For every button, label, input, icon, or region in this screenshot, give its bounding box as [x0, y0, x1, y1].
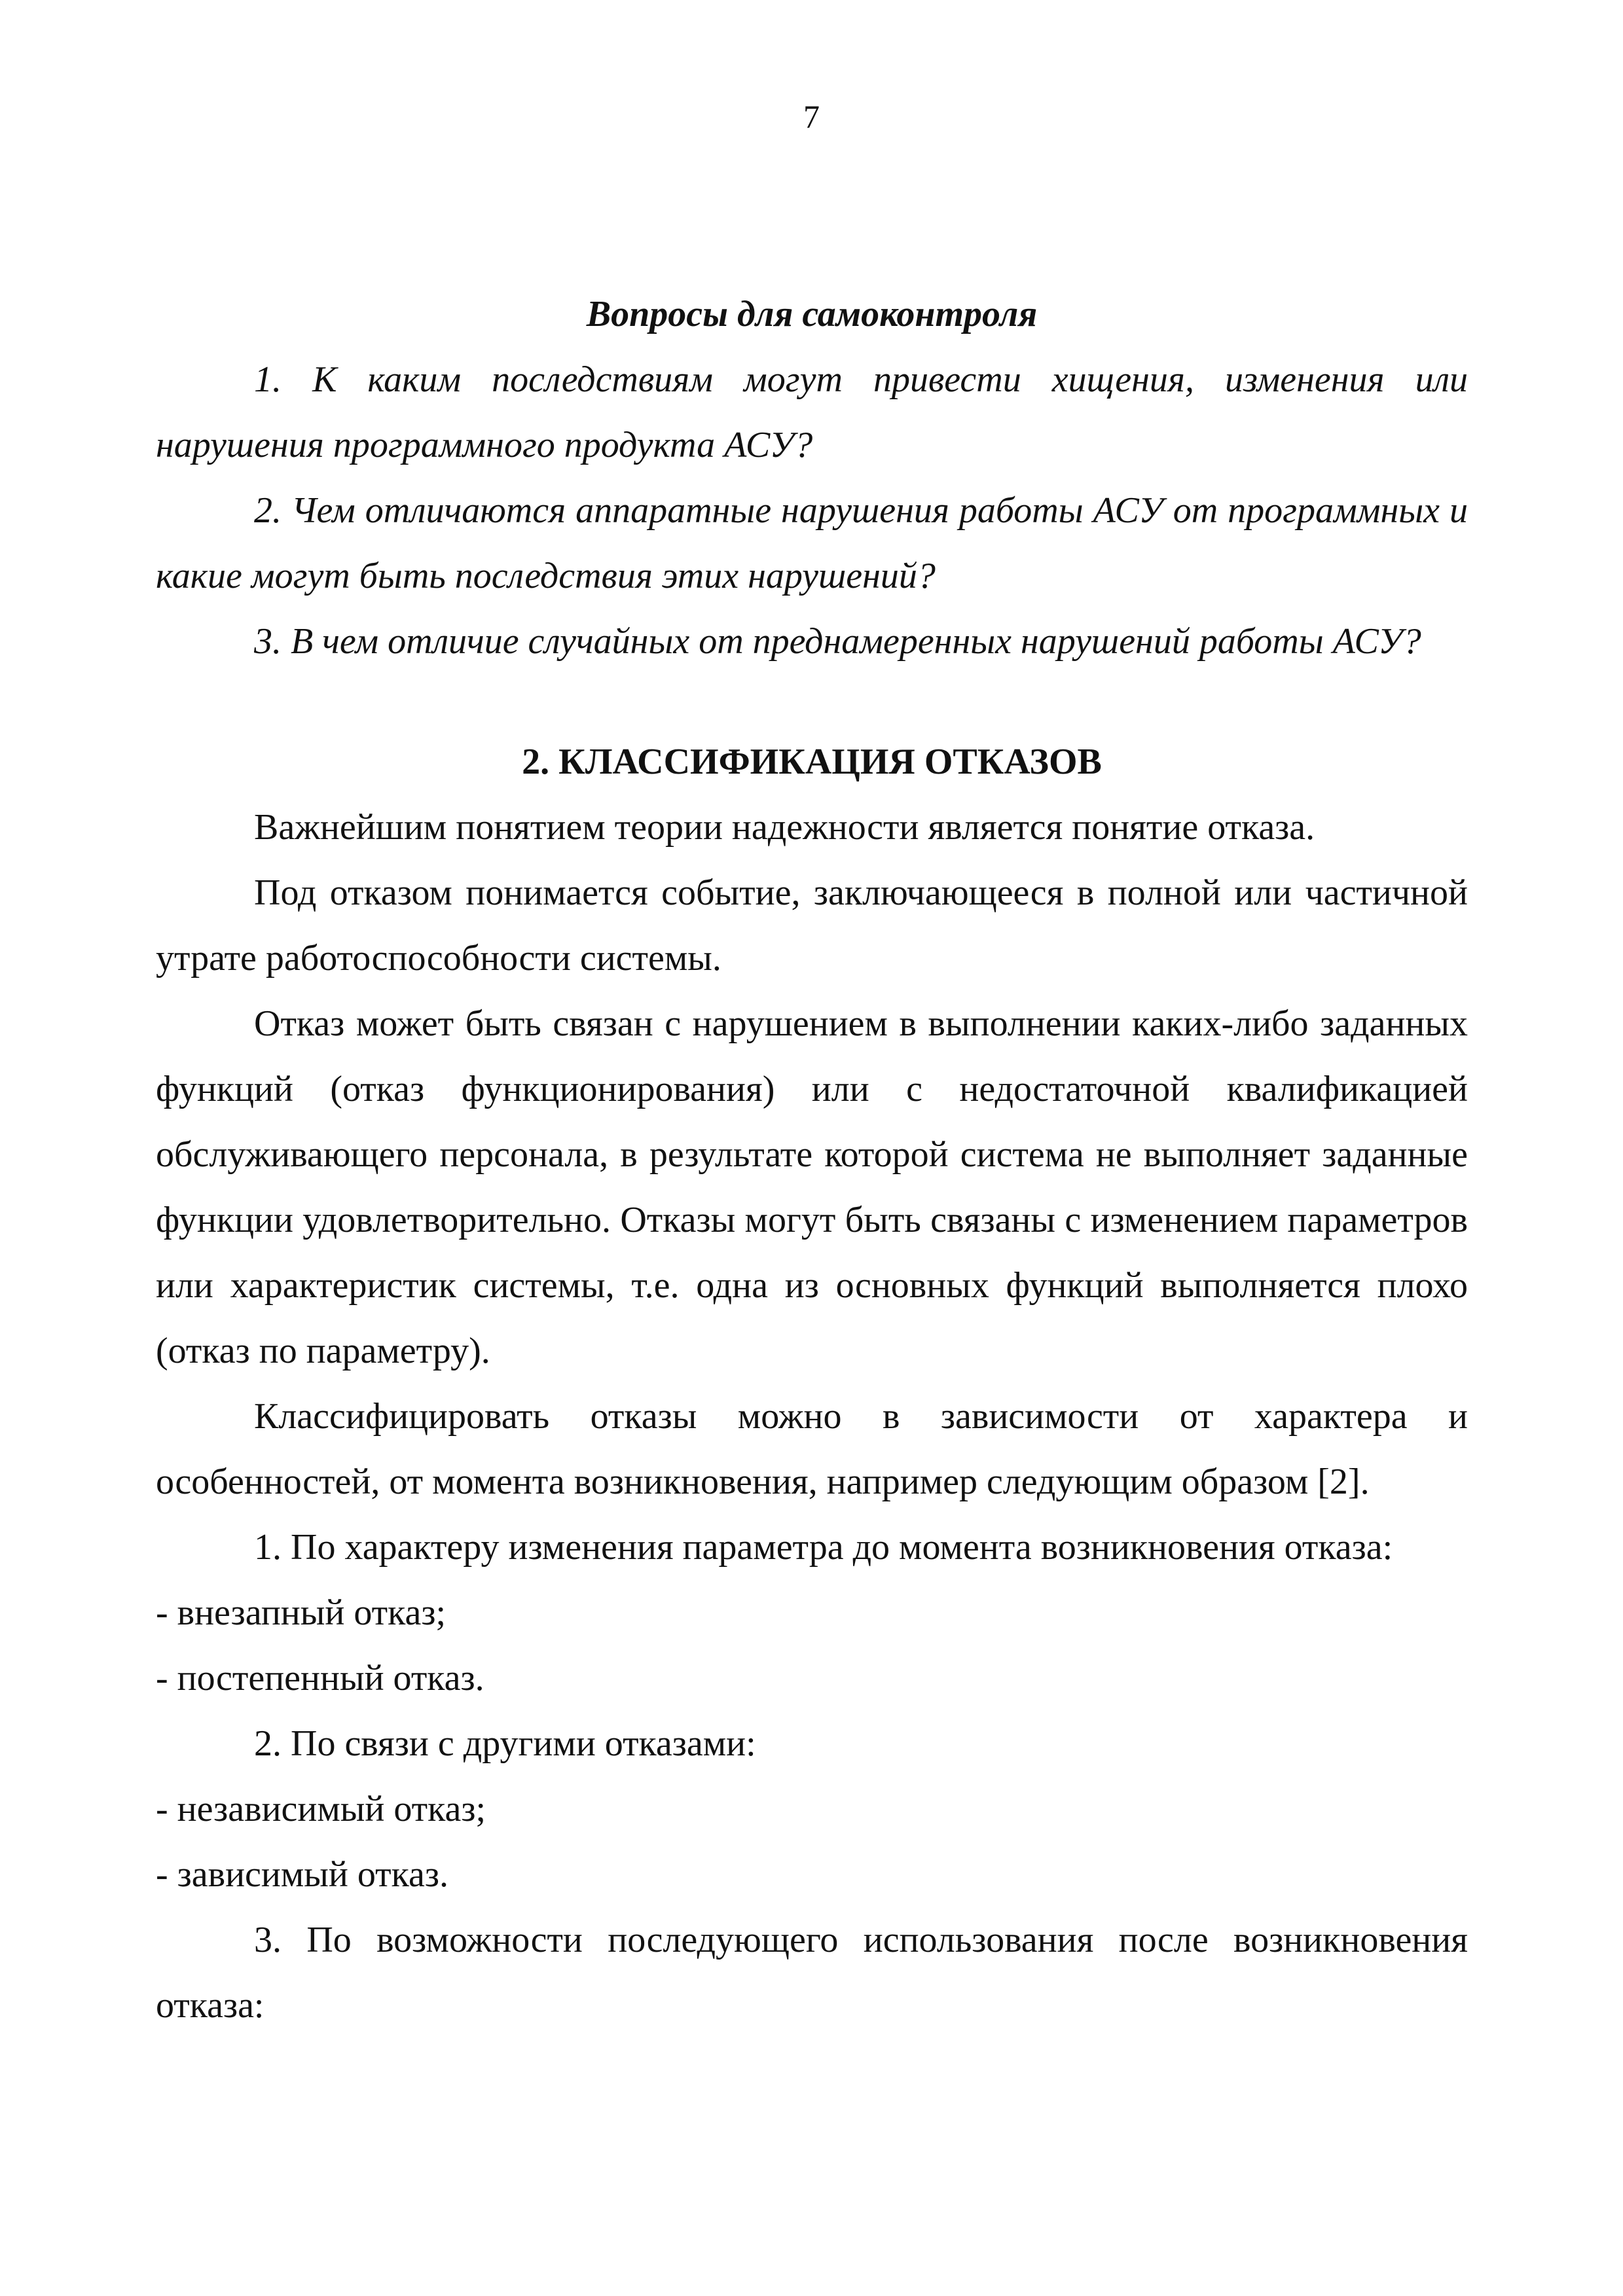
self-check-question-2: 2. Чем отличаются аппаратные нарушения работы АСУ от программных и какие могут быть последствия этих нарушений?: [156, 490, 1468, 596]
classification-heading-3: 3. По возможности последующего использования после возникновения отказа:: [156, 1920, 1468, 2026]
section-title: 2. КЛАССИФИКАЦИЯ ОТКАЗОВ: [522, 742, 1102, 782]
section-paragraph-1: Важнейшим понятием теории надежности является понятие отказа.: [254, 807, 1315, 848]
section-paragraph-2: Под отказом понимается событие, заключающееся в полной или частичной утрате работоспособности системы.: [156, 872, 1468, 978]
section-paragraph-4: Классифицировать отказы можно в зависимости от характера и особенностей, от момента возникновения, например следующим образом [2].: [156, 1396, 1468, 1502]
classification-item-2-1: - независимый отказ;: [156, 1789, 486, 1829]
classification-item-2-2: - зависимый отказ.: [156, 1854, 448, 1895]
self-check-title: Вопросы для самоконтроля: [586, 294, 1038, 334]
page-number: 7: [803, 98, 820, 135]
section-paragraph-3: Отказ может быть связан с нарушением в выполнении каких-либо заданных функций (отказ функционирования) или с недостаточной квалификацией обслуживающего персонала, в результате которой система не выполняет заданные функции удовлетворительно. Отказы могут быть связаны с изменением параметров или характеристик системы, т.е. одна из основных функций выполняется плохо (отказ по параметру).: [156, 1003, 1468, 1371]
self-check-question-1: 1. К каким последствиям могут привести хищения, изменения или нарушения программного продукта АСУ?: [156, 359, 1468, 465]
section-spacer: [156, 674, 1468, 729]
classification-item-1-2: - постепенный отказ.: [156, 1658, 484, 1698]
self-check-question-3: 3. В чем отличие случайных от преднамеренных нарушений работы АСУ?: [254, 621, 1421, 662]
page-content: [156, 281, 1468, 2038]
classification-heading-2: 2. По связи с другими отказами:: [254, 1723, 756, 1764]
classification-heading-1: 1. По характеру изменения параметра до момента возникновения отказа:: [254, 1527, 1393, 1568]
classification-item-1-1: - внезапный отказ;: [156, 1592, 446, 1633]
